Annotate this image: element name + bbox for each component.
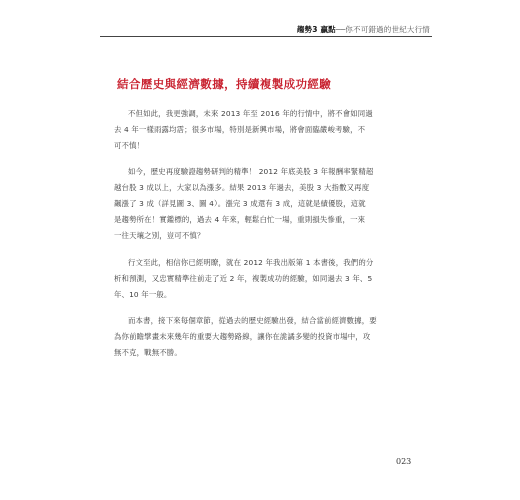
text-line: 不但如此，我更強調，未來 2013 年至 2016 年的行情中，將不會如同過 [128, 109, 373, 118]
text-line: 可不慎！ [114, 141, 145, 150]
text-line: 去 4 年一樣雨露均霑；很多市場，特別是新興市場，將會面臨嚴峻考驗，不 [114, 125, 366, 134]
section-title: 結合歷史與經濟數據，持續複製成功經驗 [117, 77, 332, 91]
text-line: 而本書，接下來每個章節，從過去的歷史經驗出發，結合當前經濟數據，要 [128, 316, 377, 325]
text-line: 為你前瞻擘畫未來幾年的重要大趨勢路線，讓你在詭譎多變的投資市場中，攻 [114, 332, 371, 341]
text-line: 是趨勢所在！實鑑標的，過去 4 年來，輕鬆白忙一場，重則損失慘重，一來 [114, 215, 366, 224]
text-line: 飆漲了 3 成（詳見圖 3、圖 4）。漲完 3 成還有 3 成，這就是績優股，這就 [114, 199, 366, 208]
page-number: 023 [396, 457, 412, 466]
running-head [297, 24, 430, 35]
text-line: 無不克，戰無不勝。 [114, 348, 182, 357]
text-line: 行文至此，相信你已經明瞭，就在 2012 年我出版第 1 本書後，我們的分 [128, 258, 374, 267]
text-line: 析和預測，又忠實精準往前走了近 2 年，複製成功的經驗，如同過去 3 年、5 [114, 274, 373, 283]
text-line: 年、10 年一般。 [114, 290, 172, 299]
text-line: 越台股 3 成以上，大家以為漲多。結果 2013 年過去，美股 3 大指數又再度 [114, 183, 370, 192]
running-head-subtitle: ──你不可錯過的世紀大行情 [335, 25, 430, 34]
header-rule [100, 36, 432, 37]
running-head-title: 趨勢3 贏點 [296, 25, 336, 34]
paragraph-3 [114, 255, 412, 303]
paragraph-1 [114, 106, 412, 154]
paragraph-4 [114, 313, 412, 361]
paragraph-2 [114, 164, 412, 244]
text-line: 如今，歷史再度驗證趨勢研判的精準！ 2012 年底美股 3 年報酬率緊精超 [128, 167, 374, 176]
text-line: 一往天壤之別，豈可不慎？ [114, 231, 205, 240]
